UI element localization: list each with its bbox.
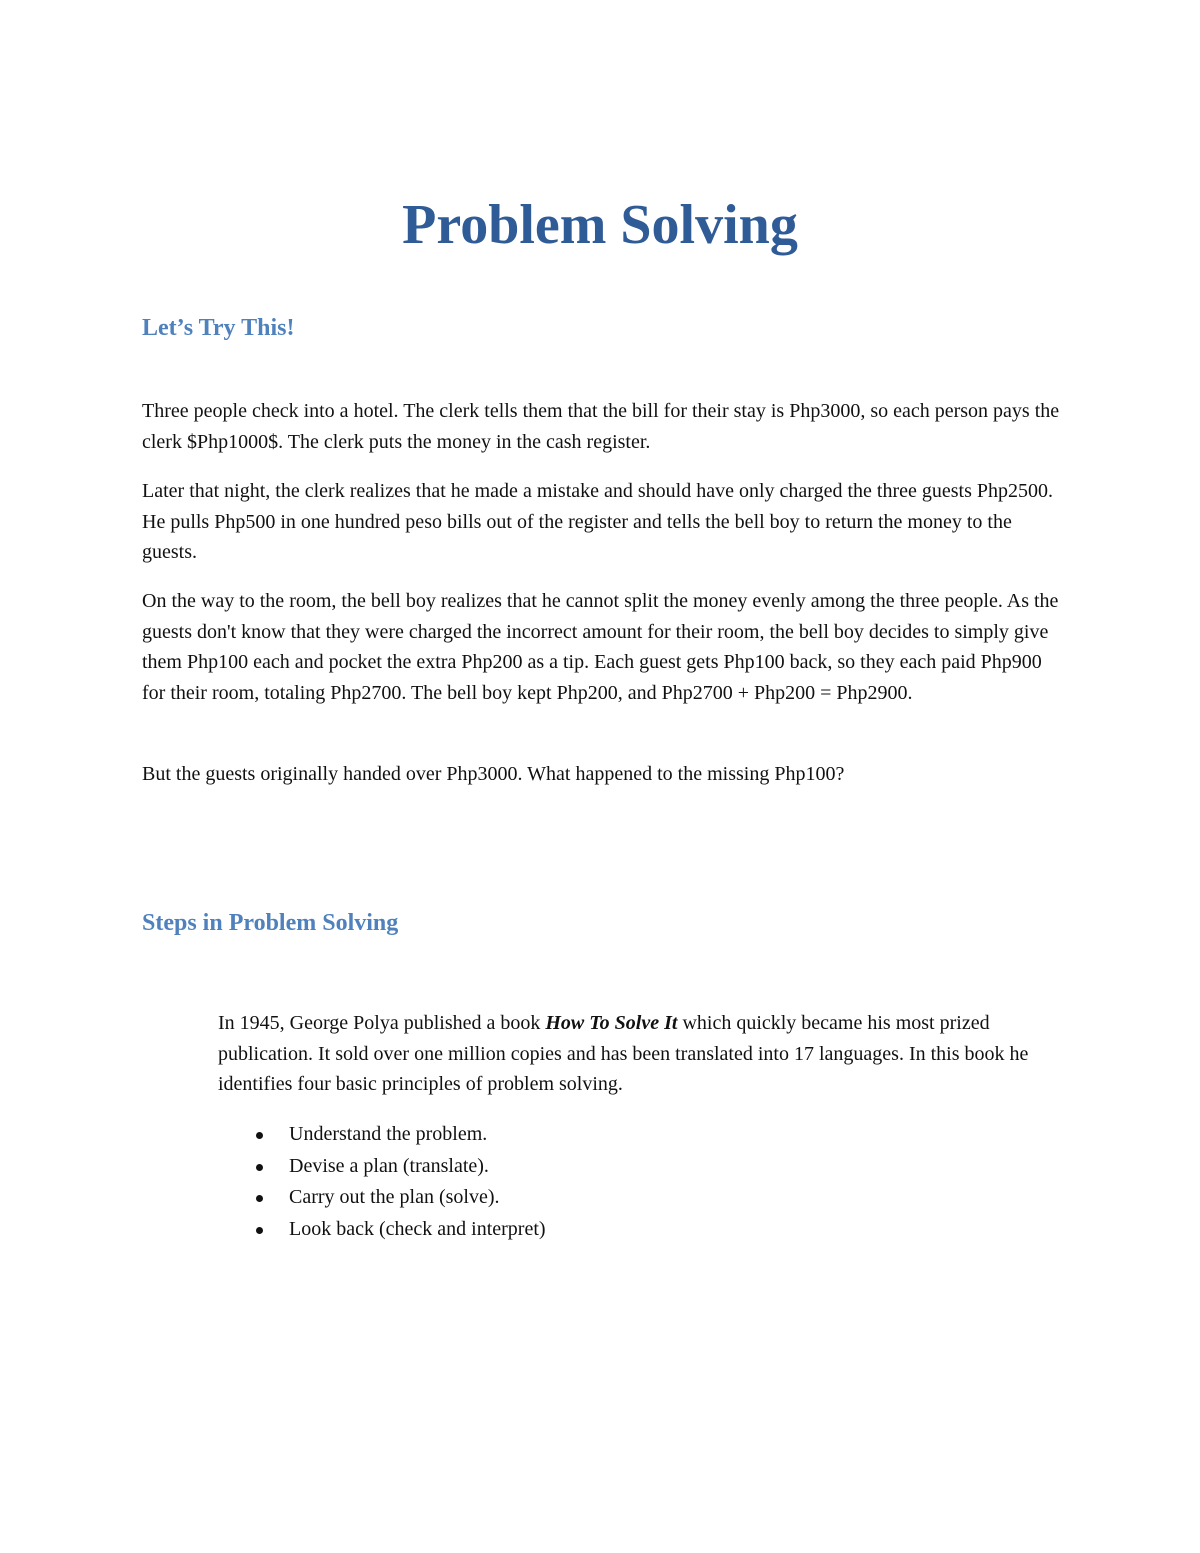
section-heading-steps: Steps in Problem Solving [142, 910, 399, 936]
page-title: Problem Solving [402, 194, 798, 256]
list-item-text: Devise a plan (translate). [289, 1154, 489, 1177]
polya-intro-after: which quickly became his most prized publication. It sold over one million copies and has been translated into 17 languages. In this book he identifies four basic principles of problem solving. [218, 1012, 1029, 1095]
list-item [218, 1182, 1018, 1214]
list-item-text: Understand the problem. [289, 1123, 488, 1145]
paragraph-bell-boy: On the way to the room, the bell boy realizes that he cannot split the money evenly among the three people. As the guests don't know that they were charged the incorrect amount for their room, the bell boy decides to simply give them Php100 each and pocket the extra Php200 as a tip. Each guest gets Php100 back, so they each paid Php900 for their room, totaling Php2700. The bell boy kept Php200, and Php2700 + Php200 = Php2900. [142, 590, 1059, 704]
polya-intro-before: In 1945, George Polya published a book [218, 1012, 546, 1034]
paragraph-question: But the guests originally handed over Php3000. What happened to the missing Php100? [142, 763, 845, 785]
list-item [218, 1119, 1018, 1151]
list-item-text: Carry out the plan (solve). [289, 1186, 500, 1208]
list-item [218, 1151, 1018, 1183]
bullet-icon [256, 1195, 263, 1202]
list-item [218, 1214, 1018, 1246]
steps-list [218, 1119, 1018, 1245]
bullet-icon [256, 1132, 263, 1139]
paragraph-polya-intro [218, 1008, 1068, 1100]
bullet-icon [256, 1164, 263, 1171]
book-title: How To Solve It [545, 1012, 678, 1034]
paragraph-hotel-intro: Three people check into a hotel. The clerk tells them that the bill for their stay is Php3000, so each person pays the clerk $Php1000$. The clerk puts the money in the cash register. [142, 400, 1060, 453]
section-heading-lets-try-this: Let’s Try This! [142, 315, 295, 341]
list-item-text: Look back (check and interpret) [289, 1217, 546, 1240]
bullet-icon [256, 1227, 263, 1234]
paragraph-clerk-mistake: Later that night, the clerk realizes that he made a mistake and should have only charged the three guests Php2500. He pulls Php500 in one hundred peso bills out of the register and tells the bell boy to return the money to the guests. [142, 480, 1054, 563]
